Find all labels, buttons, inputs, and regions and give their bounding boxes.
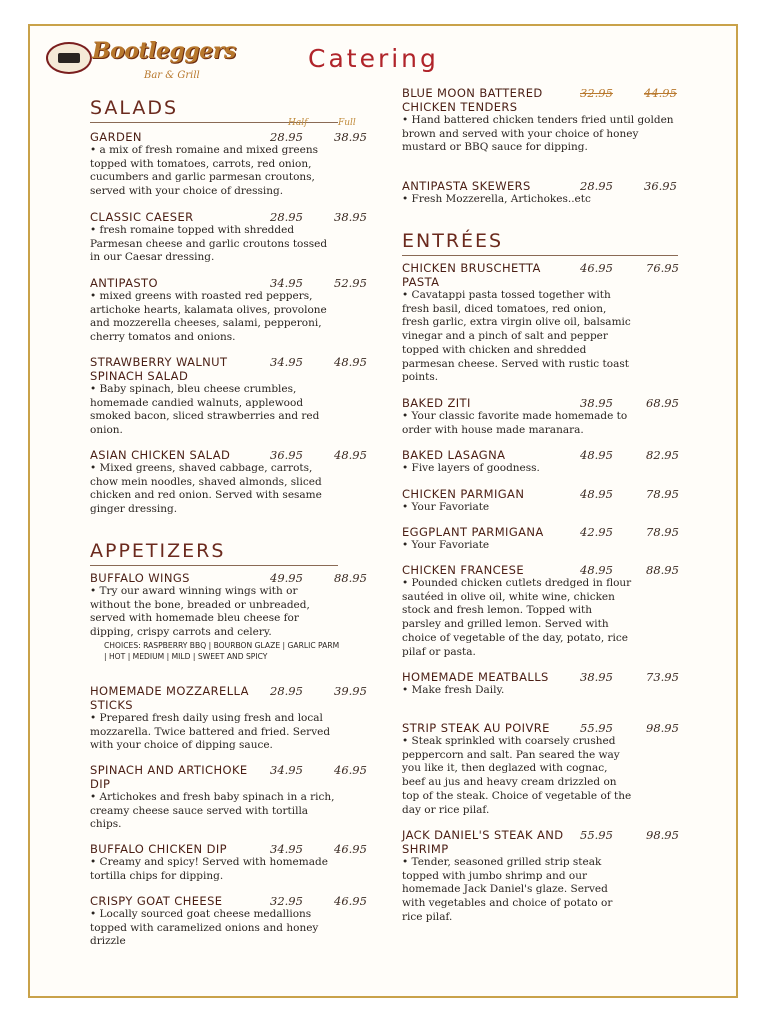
item-full-price: 88.95 [334, 571, 367, 585]
item-full-price: 44.95 [644, 86, 677, 100]
item-description: • Mixed greens, shaved cabbage, carrots, chow mein noodles, shaved almonds, sliced chicken and red onion. Served with sesame ginger dressing. [90, 462, 322, 516]
item-description: • Steak sprinkled with coarsely crushed peppercorn and salt. Pan seared the way you like it, then deglazed with cognac, beef au jus and heavy cream drizzled on top of the steak. Choice of vegetable of the day or rice pilaf. [402, 735, 632, 816]
entrees-divider [402, 255, 678, 256]
item-name: SPINACH AND ARTICHOKE DIP [90, 763, 248, 791]
item-full-price: 76.95 [646, 261, 679, 275]
item-half-price: 48.95 [580, 563, 613, 577]
item-half-price: 55.95 [580, 721, 613, 735]
item-description: • Artichokes and fresh baby spinach in a rich, creamy cheese sauce served with tortilla chips. [90, 791, 335, 831]
appetizers-divider [90, 565, 338, 566]
item-choices: CHOICES: RASPBERRY BBQ | BOURBON GLAZE | GARLIC PARM | HOT | MEDIUM | MILD | SWEET AND SPICY [104, 640, 340, 661]
menu-item [90, 763, 367, 832]
menu-item [402, 448, 679, 476]
half-label: Half [288, 118, 308, 128]
item-half-price: 32.95 [580, 86, 613, 100]
item-description: • Your Favoriate [402, 501, 490, 513]
item-description: • Your classic favorite made homemade to order with house made maranara. [402, 410, 628, 436]
menu-item [90, 276, 367, 345]
item-name: STRAWBERRY WALNUT SPINACH SALAD [90, 355, 228, 383]
item-name: BLUE MOON BATTERED CHICKEN TENDERS [402, 86, 543, 114]
item-description: • Baby spinach, bleu cheese crumbles, homemade candied walnuts, applewood smoked bacon, sliced strawberries and red onion. [90, 383, 320, 437]
item-half-price: 28.95 [270, 130, 303, 144]
item-half-price: 49.95 [270, 571, 303, 585]
menu-item [402, 828, 679, 925]
item-description: • Make fresh Daily. [402, 684, 505, 696]
item-half-price: 34.95 [270, 842, 303, 856]
logo-subtitle: Bar & Grill [144, 70, 200, 81]
item-full-price: 78.95 [646, 525, 679, 539]
item-description: • fresh romaine topped with shredded Parmesan cheese and garlic croutons tossed in our Caesar dressing. [90, 224, 328, 264]
item-half-price: 28.95 [270, 684, 303, 698]
item-full-price: 48.95 [334, 355, 367, 369]
item-full-price: 46.95 [334, 894, 367, 908]
item-full-price: 82.95 [646, 448, 679, 462]
menu-item [402, 525, 679, 553]
item-full-price: 88.95 [646, 563, 679, 577]
item-name: ANTIPASTA SKEWERS [402, 179, 531, 193]
item-full-price: 36.95 [644, 179, 677, 193]
item-name: CRISPY GOAT CHEESE [90, 894, 223, 908]
menu-item [90, 894, 367, 949]
item-name: BUFFALO WINGS [90, 571, 190, 585]
item-half-price: 28.95 [270, 210, 303, 224]
item-full-price: 98.95 [646, 721, 679, 735]
item-description: • Creamy and spicy! Served with homemade tortilla chips for dipping. [90, 856, 328, 882]
item-name: CHICKEN BRUSCHETTA PASTA [402, 261, 541, 289]
item-description: • mixed greens with roasted red peppers, artichoke hearts, kalamata olives, provolone and mozzerella cheeses, salami, pepperoni, cherry tomatos and onions. [90, 290, 327, 344]
entrees-section-title: ENTRÉES [402, 230, 504, 252]
item-half-price: 34.95 [270, 276, 303, 290]
item-full-price: 73.95 [646, 670, 679, 684]
item-full-price: 98.95 [646, 828, 679, 842]
menu-item [90, 130, 367, 199]
menu-item [402, 396, 679, 437]
truck-logo-icon [46, 42, 92, 74]
item-name: GARDEN [90, 130, 142, 144]
restaurant-logo [46, 38, 236, 90]
item-half-price: 38.95 [580, 670, 613, 684]
item-description: • Hand battered chicken tenders fried until golden brown and served with your choice of honey mustard or BBQ sauce for dipping. [402, 114, 674, 154]
menu-item [402, 487, 679, 515]
menu-item [402, 563, 679, 659]
item-description: • Prepared fresh daily using fresh and local mozzarella. Twice battered and fried. Served with your choice of dipping sauce. [90, 712, 331, 752]
item-half-price: 34.95 [270, 763, 303, 777]
item-half-price: 34.95 [270, 355, 303, 369]
item-description: • Cavatappi pasta tossed together with fresh basil, diced tomatoes, red onion, fresh garlic, extra virgin olive oil, balsamic vinegar and a pinch of salt and pepper topped with chicken and shredded parmesan cheese. Served with rustic toast points. [402, 289, 631, 384]
item-description: • Locally sourced goat cheese medallions topped with caramelized onions and honey drizzle [90, 908, 319, 948]
item-description: • Fresh Mozzerella, Artichokes..etc [402, 193, 591, 205]
menu-item [402, 721, 679, 817]
item-description: • Try our award winning wings with or without the bone, breaded or unbreaded, served with homemade bleu cheese for dipping, crispy carrots and celery. [90, 585, 310, 639]
item-half-price: 48.95 [580, 448, 613, 462]
item-half-price: 46.95 [580, 261, 613, 275]
item-full-price: 38.95 [334, 130, 367, 144]
item-full-price: 68.95 [646, 396, 679, 410]
item-name: CHICKEN PARMIGAN [402, 487, 525, 501]
item-name: CHICKEN FRANCESE [402, 563, 525, 577]
menu-item [90, 210, 367, 265]
item-half-price: 48.95 [580, 487, 613, 501]
item-description: • Your Favoriate [402, 539, 490, 551]
item-full-price: 46.95 [334, 842, 367, 856]
item-description: • Pounded chicken cutlets dredged in flour sautéed in olive oil, white wine, chicken stock and fresh lemon. Topped with parsley and grilled lemon. Served with choice of vegetable of the day, potato, rice pilaf or pasta. [402, 577, 632, 658]
full-label: Full [338, 118, 356, 128]
menu-item [90, 355, 367, 438]
item-name: HOMEMADE MEATBALLS [402, 670, 549, 684]
item-half-price: 38.95 [580, 396, 613, 410]
item-full-price: 46.95 [334, 763, 367, 777]
menu-item [402, 179, 678, 207]
item-half-price: 55.95 [580, 828, 613, 842]
salads-section-title: SALADS [90, 97, 179, 119]
item-name: JACK DANIEL'S STEAK AND SHRIMP [402, 828, 564, 856]
item-description: • Tender, seasoned grilled strip steak topped with jumbo shrimp and our homemade Jack Daniel's glaze. Served with vegetables and choice of potato or rice pilaf. [402, 856, 613, 923]
item-description: • Five layers of goodness. [402, 462, 540, 474]
item-name: ASIAN CHICKEN SALAD [90, 448, 231, 462]
menu-item [402, 670, 679, 698]
item-full-price: 78.95 [646, 487, 679, 501]
item-name: BUFFALO CHICKEN DIP [90, 842, 227, 856]
item-half-price: 42.95 [580, 525, 613, 539]
item-name: STRIP STEAK AU POIVRE [402, 721, 550, 735]
item-name: EGGPLANT PARMIGANA [402, 525, 544, 539]
logo-name: Bootleggers [92, 38, 236, 64]
menu-item [90, 571, 367, 662]
menu-item [402, 261, 679, 385]
item-name: ANTIPASTO [90, 276, 158, 290]
item-half-price: 28.95 [580, 179, 613, 193]
item-name: BAKED LASAGNA [402, 448, 506, 462]
item-name: CLASSIC CAESER [90, 210, 194, 224]
menu-item [90, 842, 367, 883]
item-name: HOMEMADE MOZZARELLA STICKS [90, 684, 249, 712]
menu-item [90, 448, 367, 517]
item-description: • a mix of fresh romaine and mixed greens topped with tomatoes, carrots, red onion, cucumbers and garlic parmesan croutons, served with your choice of dressing. [90, 144, 318, 198]
item-half-price: 36.95 [270, 448, 303, 462]
item-name: BAKED ZITI [402, 396, 471, 410]
menu-item [90, 684, 367, 753]
item-full-price: 38.95 [334, 210, 367, 224]
page-title: Catering [308, 44, 439, 73]
item-half-price: 32.95 [270, 894, 303, 908]
menu-item [402, 86, 678, 155]
appetizers-section-title: APPETIZERS [90, 540, 226, 562]
item-full-price: 48.95 [334, 448, 367, 462]
item-full-price: 52.95 [334, 276, 367, 290]
item-full-price: 39.95 [334, 684, 367, 698]
